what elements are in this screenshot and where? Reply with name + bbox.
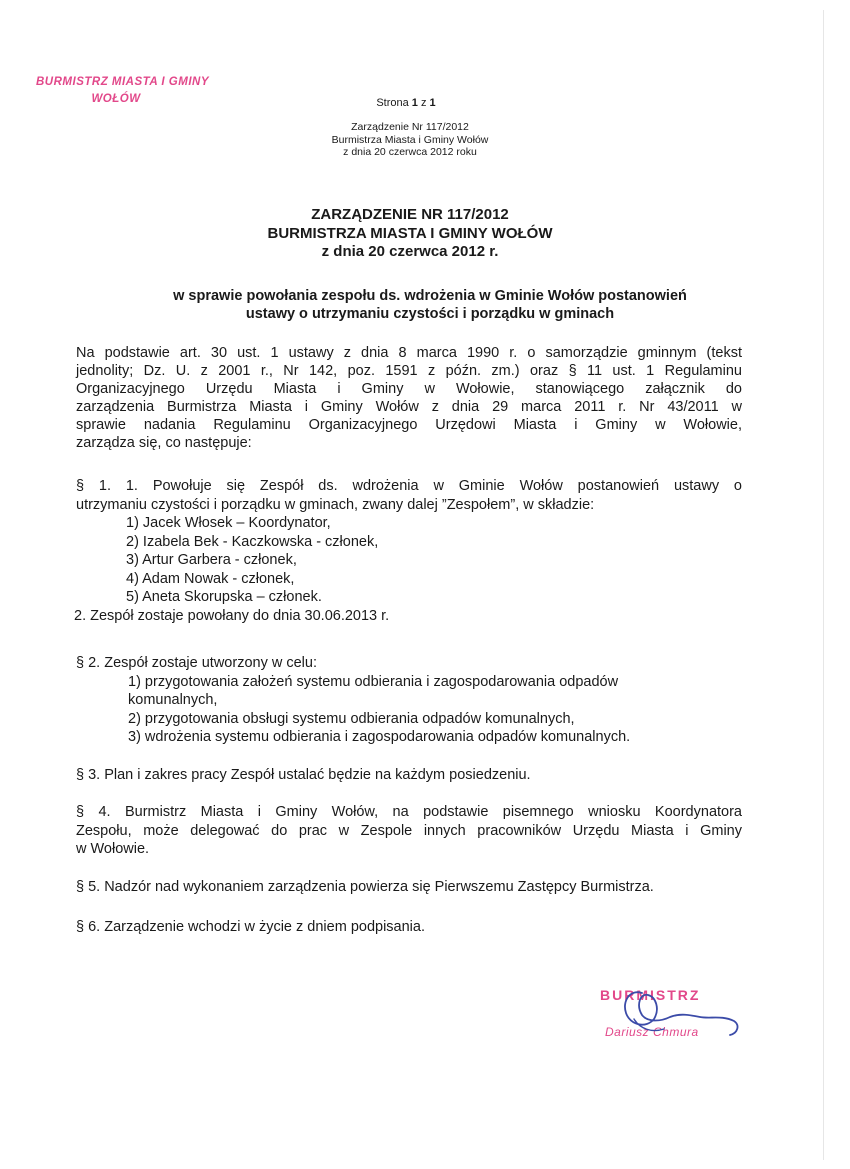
page-number-current: 1 (411, 97, 418, 109)
section-6-text: § 6. Zarządzenie wchodzi w życie z dniem podpisania. (76, 919, 425, 935)
list-item: 3) wdrożenia systemu odbierania i zagospodarowania odpadów komunalnych. (128, 729, 631, 745)
handwritten-signature-icon (590, 985, 750, 1055)
section-4-line: Zespołu, może delegować do prac w Zespole innych pracowników Urzędu Miasta i Gminy (76, 822, 742, 839)
section-5-text: § 5. Nadzór nad wykonaniem zarządzenia powierza się Pierwszemu Zastępcy Burmistrza. (76, 879, 654, 895)
section-5 (76, 878, 742, 897)
section-3 (76, 766, 742, 785)
subject-line-2: ustawy o utrzymaniu czystości i porządku w gminach (245, 306, 615, 322)
signature-block (590, 985, 750, 1055)
page-number-sep: z (420, 97, 427, 109)
goals-list (76, 673, 742, 747)
subject-line-1: w sprawie powołania zespołu ds. wdrożenia w Gminie Wołów postanowień (173, 288, 687, 304)
list-item: 5) Aneta Skorupska – członek. (126, 589, 322, 605)
section-1-line-2: utrzymaniu czystości i porządku w gminach, zwany dalej ”Zespołem”, w składzie: (76, 496, 595, 513)
reference-header (300, 121, 520, 159)
list-item: 2) przygotowania obsługi systemu odbierania odpadów komunalnych, (128, 710, 575, 727)
section-1-point-2: 2. Zespół zostaje powołany do dnia 30.06.2013 r. (74, 607, 390, 624)
section-2 (76, 654, 742, 747)
legal-basis-paragraph (76, 344, 742, 452)
intro-line: zarządza się, co następuje: (76, 435, 252, 451)
title-line-3: z dnia 20 czerwca 2012 r. (321, 243, 499, 260)
page-number (356, 97, 456, 109)
intro-line: jednolity; Dz. U. z 2001 r., Nr 142, poz. 1591 z późn. zm.) oraz § 11 ust. 1 Regulaminu (76, 363, 742, 379)
intro-line: Organizacyjnego Urzędu Miasta i Gminy w Wołowie, stanowiącego załącznik do (76, 381, 742, 397)
section-6 (76, 918, 742, 937)
list-item: 4) Adam Nowak - członek, (126, 570, 295, 587)
list-item: 1) przygotowania założeń systemu odbierania i zagospodarowania odpadów (128, 673, 619, 690)
document-subject (120, 287, 740, 323)
intro-line: Na podstawie art. 30 ust. 1 ustawy z dnia 8 marca 1990 r. o samorządzie gminnym (tekst (76, 345, 742, 361)
signature-role-stamp: BURMISTRZ (600, 987, 701, 1003)
intro-line: sprawie nadania Regulaminu Organizacyjnego Urzędowi Miasta i Gminy w Wołowie, (76, 417, 742, 433)
title-line-2: BURMISTRZA MIASTA I GMINY WOŁÓW (267, 224, 553, 242)
section-4-line: w Wołowie. (76, 841, 150, 857)
section-4-line: § 4. Burmistrz Miasta i Gminy Wołów, na podstawie pisemnego wniosku Koordynatora (76, 804, 742, 820)
signature-name-stamp: Dariusz Chmura (605, 1025, 699, 1039)
intro-line: zarządzenia Burmistrza Miasta i Gminy Wołów z dnia 29 marca 2011 r. Nr 43/2011 w (76, 399, 742, 415)
section-1 (76, 477, 742, 625)
stamp-line-2: WOŁÓW (91, 93, 141, 105)
list-item: 2) Izabela Bek - Kaczkowska - członek, (126, 533, 379, 550)
document-title (200, 206, 620, 262)
section-3-text: § 3. Plan i zakres pracy Zespół ustalać będzie na każdym posiedzeniu. (76, 767, 531, 783)
list-item: 3) Artur Garbera - członek, (126, 552, 297, 568)
reference-line-1: Zarządzenie Nr 117/2012 (351, 121, 469, 133)
page-number-total: 1 (429, 97, 436, 109)
scan-edge-line (823, 10, 824, 1160)
reference-line-2: Burmistrza Miasta i Gminy Wołów (331, 133, 489, 146)
office-stamp (36, 76, 236, 105)
reference-line-3: z dnia 20 czerwca 2012 roku (343, 146, 477, 158)
list-item: 1) Jacek Włosek – Koordynator, (126, 515, 331, 531)
section-1-line-1: § 1. 1. Powołuje się Zespół ds. wdrożenia w Gminie Wołów postanowień ustawy o (76, 478, 742, 494)
page-number-prefix: Strona (376, 97, 409, 109)
title-line-1: ZARZĄDZENIE NR 117/2012 (311, 206, 509, 223)
section-4 (76, 803, 742, 859)
list-item-continuation: komunalnych, (128, 692, 218, 708)
stamp-line-1: BURMISTRZ MIASTA I GMINY (36, 76, 209, 88)
section-2-heading: § 2. Zespół zostaje utworzony w celu: (76, 655, 317, 671)
team-members-list (76, 514, 742, 607)
